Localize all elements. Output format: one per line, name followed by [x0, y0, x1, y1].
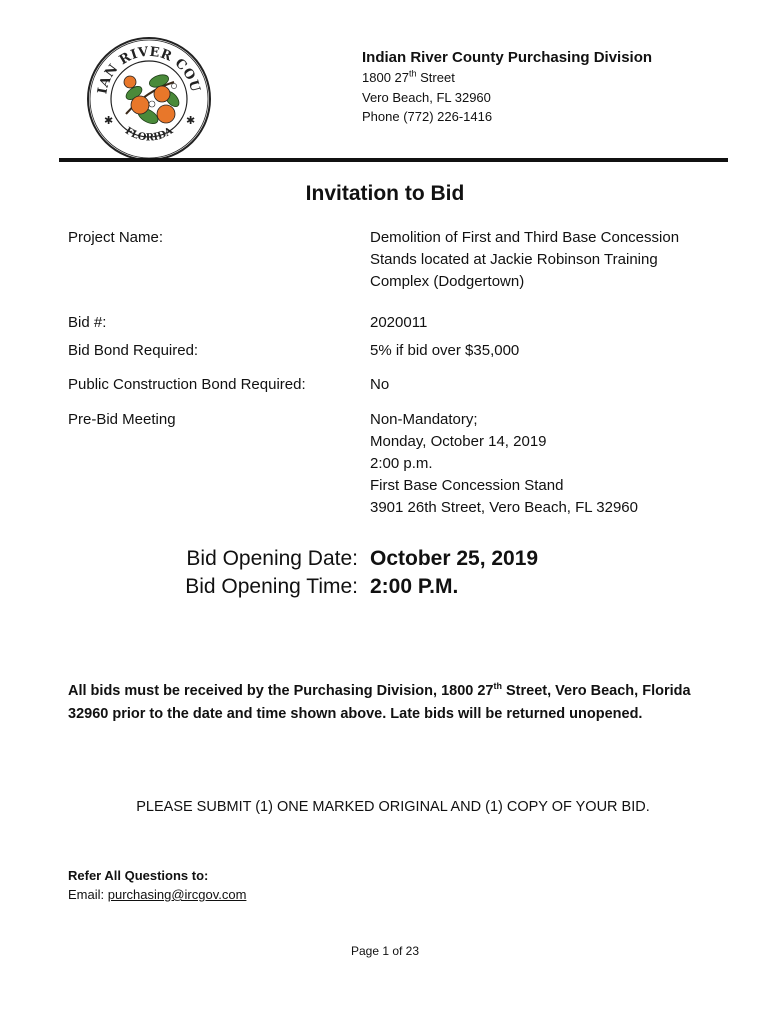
city-line: Vero Beach, FL 32960 [362, 89, 491, 105]
bid-opening-date-label: Bid Opening Date: [186, 547, 358, 570]
bid-opening-date-value: October 25, 2019 [370, 547, 539, 570]
notice-superscript: th [493, 681, 502, 692]
email-link[interactable]: purchasing@ircgov.com [107, 887, 247, 902]
bid-opening-time-value: 2:00 P.M. [370, 575, 459, 598]
seal-graphic [86, 36, 212, 162]
svg-text:✱: ✱ [104, 114, 114, 127]
pre-bid-line: Monday, October 14, 2019 [370, 433, 547, 450]
svg-text:✱: ✱ [186, 114, 196, 127]
construction-bond-value: No [370, 376, 390, 393]
pre-bid-line: Non-Mandatory; [370, 411, 478, 428]
pre-bid-line: 2:00 p.m. [370, 455, 433, 472]
pre-bid-line: 3901 26th Street, Vero Beach, FL 32960 [370, 499, 638, 516]
contact-block [68, 866, 246, 904]
email-label: Email: [68, 887, 108, 902]
street-suffix: th [409, 68, 417, 79]
phone-line: Phone (772) 226-1416 [362, 109, 493, 124]
svg-text:FLORIDA: FLORIDA [122, 125, 176, 144]
county-seal-logo [86, 36, 212, 162]
header-address-block [362, 48, 652, 127]
bid-bond-label: Bid Bond Required: [68, 342, 199, 359]
svg-text:INDIAN RIVER COUNTY: IAN RIVER COU [95, 44, 203, 96]
refer-questions-label: Refer All Questions to: [68, 868, 209, 883]
project-name-label: Project Name: [68, 229, 164, 246]
notice-text-start: All bids must be received by the Purchasing Division, 1800 27 [68, 683, 494, 699]
project-line: Complex (Dodgertown) [370, 273, 525, 290]
project-line: Stands located at Jackie Robinson Training [370, 251, 658, 268]
page-title: Invitation to Bid [305, 182, 465, 205]
bid-opening-time-label: Bid Opening Time: [185, 575, 358, 598]
construction-bond-label: Public Construction Bond Required: [68, 376, 306, 393]
pre-bid-line: First Base Concession Stand [370, 477, 564, 494]
street-number: 1800 27 [362, 70, 409, 85]
notice-text-end: Street, Vero Beach, Florida 32960 prior to the date and time shown above. Late bids will be returned unopened. [68, 683, 691, 722]
bid-number-label: Bid #: [68, 314, 107, 331]
street-address [362, 68, 652, 88]
header-divider [59, 158, 728, 162]
project-line: Demolition of First and Third Base Concession [370, 229, 680, 246]
pre-bid-label: Pre-Bid Meeting [68, 411, 176, 428]
bid-bond-value: 5% if bid over $35,000 [370, 342, 520, 359]
submit-instruction: PLEASE SUBMIT (1) ONE MARKED ORIGINAL AND (1) COPY OF YOUR BID. [136, 799, 650, 815]
street-name: Street [416, 70, 455, 85]
project-name-value [370, 227, 730, 293]
email-line [68, 885, 246, 904]
page-number: Page 1 of 23 [350, 944, 420, 958]
org-name: Indian River County Purchasing Division [362, 49, 653, 66]
bid-number-value: 2020011 [370, 314, 428, 331]
submission-notice [68, 680, 708, 725]
pre-bid-value [370, 409, 730, 519]
